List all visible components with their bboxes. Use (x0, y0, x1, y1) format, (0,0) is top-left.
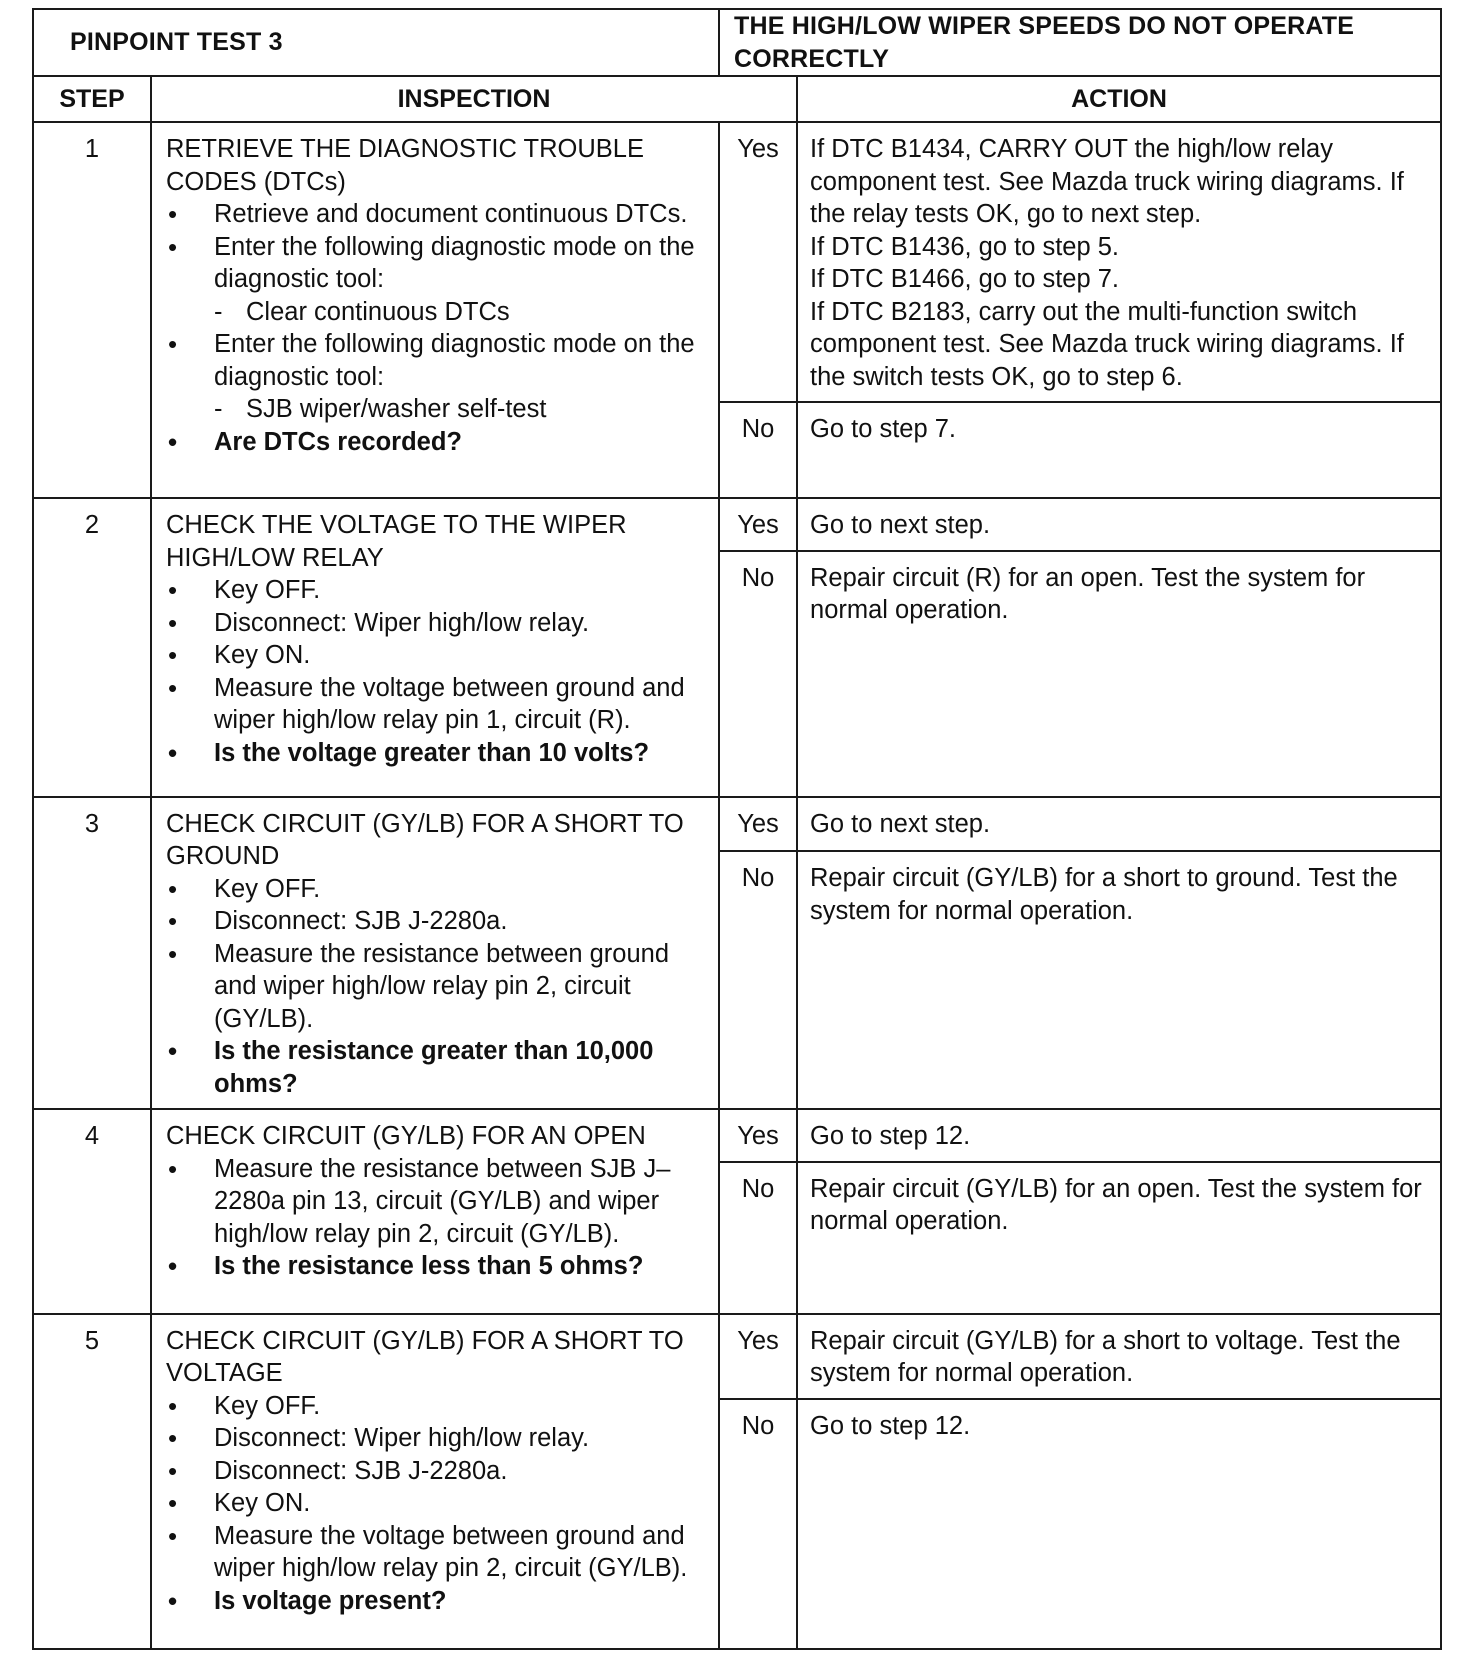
step-1-yes-row (33, 122, 1441, 402)
step-4-no-label: No (719, 1162, 797, 1314)
pinpoint-test-page (32, 8, 1440, 1650)
step-1-yes-label: Yes (719, 122, 797, 402)
step-5-inspection (151, 1314, 719, 1649)
step-5-heading: CHECK CIRCUIT (GY/LB) FOR A SHORT TO VOLTAGE (166, 1326, 684, 1387)
step-3-no-action: Repair circuit (GY/LB) for a short to ground. Test the system for normal operation. (797, 851, 1441, 1109)
step-1-bullet-2-text: Enter the following diagnostic mode on the diagnostic tool: (214, 232, 695, 293)
step-4-bullets (166, 1153, 708, 1283)
step-1-no-label: No (719, 402, 797, 498)
step-1-number: 1 (33, 122, 151, 498)
step-5-bullet-5: • Measure the voltage between ground and wiper high/low relay pin 2, circuit (GY/LB). (166, 1520, 708, 1585)
step-5-no-action: Go to step 12. (797, 1399, 1441, 1649)
step-4-yes-label: Yes (719, 1109, 797, 1162)
step-2-heading: CHECK THE VOLTAGE TO THE WIPER HIGH/LOW RELAY (166, 511, 627, 572)
step-1-no-action: Go to step 7. (797, 402, 1441, 498)
step-1-yes-action-line-2: If DTC B1436, go to step 5. (810, 232, 1120, 261)
step-3-heading: CHECK CIRCUIT (GY/LB) FOR A SHORT TO GROUND (166, 809, 684, 870)
step-5-bullet-3: • Disconnect: SJB J-2280a. (166, 1455, 708, 1488)
step-5-question: • Is voltage present? (166, 1585, 708, 1618)
step-1-yes-action-line-1: If DTC B1434, CARRY OUT the high/low relay component test. See Mazda truck wiring diagrams. If the relay tests OK, go to next step. (810, 135, 1404, 228)
step-4-bullet-1: • Measure the resistance between SJB J–2280a pin 13, circuit (GY/LB) and wiper high/low relay pin 2, circuit (GY/LB). (166, 1153, 708, 1251)
step-1-sub-1: - Clear continuous DTCs (214, 296, 708, 329)
step-3-yes-action: Go to next step. (797, 797, 1441, 852)
step-1-yes-action-line-3: If DTC B1466, go to step 7. (810, 265, 1120, 293)
step-2-yes-action: Go to next step. (797, 498, 1441, 551)
step-1-yes-action (797, 122, 1441, 402)
pinpoint-test-table (32, 8, 1442, 1650)
step-4-inspection (151, 1109, 719, 1314)
step-4-number: 4 (33, 1109, 151, 1314)
step-column-header: STEP (33, 76, 151, 122)
step-2-bullet-4: • Measure the voltage between ground and wiper high/low relay pin 1, circuit (R). (166, 672, 708, 737)
step-5-no-label: No (719, 1399, 797, 1649)
step-5-bullets (166, 1390, 708, 1618)
title-row (33, 9, 1441, 76)
step-5-bullet-4: • Key ON. (166, 1487, 708, 1520)
step-1-question: • Are DTCs recorded? (166, 426, 708, 459)
step-3-bullet-1: • Key OFF. (166, 873, 708, 906)
step-5-bullet-1: • Key OFF. (166, 1390, 708, 1423)
step-1-heading: RETRIEVE THE DIAGNOSTIC TROUBLE CODES (DTCs) (166, 135, 644, 196)
step-1-bullet-3-text: Enter the following diagnostic mode on the diagnostic tool: (214, 330, 695, 391)
step-5-number: 5 (33, 1314, 151, 1649)
test-label: PINPOINT TEST 3 (33, 9, 719, 76)
step-2-number: 2 (33, 498, 151, 797)
step-4-yes-row (33, 1109, 1441, 1162)
step-1-bullet-2 (166, 231, 708, 329)
step-1-sub-2: - SJB wiper/washer self-test (214, 393, 708, 426)
step-4-no-action: Repair circuit (GY/LB) for an open. Test the system for normal operation. (797, 1162, 1441, 1314)
step-3-question: • Is the resistance greater than 10,000 ohms? (166, 1035, 708, 1100)
step-2-yes-row (33, 498, 1441, 551)
step-4-question: • Is the resistance less than 5 ohms? (166, 1250, 708, 1283)
step-2-bullets (166, 574, 708, 769)
test-description: THE HIGH/LOW WIPER SPEEDS DO NOT OPERATE CORRECTLY (719, 9, 1441, 76)
step-3-bullets (166, 873, 708, 1101)
step-2-inspection (151, 498, 719, 797)
step-2-no-label: No (719, 551, 797, 797)
step-2-question: • Is the voltage greater than 10 volts? (166, 737, 708, 770)
step-4-yes-action: Go to step 12. (797, 1109, 1441, 1162)
header-row (33, 76, 1441, 122)
step-1-bullets (166, 198, 708, 458)
step-3-inspection (151, 797, 719, 1110)
inspection-column-header: INSPECTION (151, 76, 797, 122)
step-3-yes-label: Yes (719, 797, 797, 852)
step-2-bullet-3: • Key ON. (166, 639, 708, 672)
step-3-bullet-3: • Measure the resistance between ground and wiper high/low relay pin 2, circuit (GY/LB). (166, 938, 708, 1036)
step-1-bullet-3 (166, 328, 708, 426)
step-2-bullet-2: • Disconnect: Wiper high/low relay. (166, 607, 708, 640)
step-3-number: 3 (33, 797, 151, 1110)
step-1-inspection (151, 122, 719, 498)
step-5-bullet-2: • Disconnect: Wiper high/low relay. (166, 1422, 708, 1455)
step-3-no-label: No (719, 851, 797, 1109)
step-3-bullet-2: • Disconnect: SJB J-2280a. (166, 905, 708, 938)
action-column-header: ACTION (797, 76, 1441, 122)
step-5-yes-action: Repair circuit (GY/LB) for a short to voltage. Test the system for normal operation. (797, 1314, 1441, 1399)
step-1-yes-action-line-4: If DTC B2183, carry out the multi-function switch component test. See Mazda truck wiring diagrams. If the switch tests OK, go to step 6. (810, 297, 1404, 391)
step-3-yes-row (33, 797, 1441, 852)
step-2-bullet-1: • Key OFF. (166, 574, 708, 607)
step-2-yes-label: Yes (719, 498, 797, 551)
step-4-heading: CHECK CIRCUIT (GY/LB) FOR AN OPEN (166, 1122, 646, 1150)
step-5-yes-label: Yes (719, 1314, 797, 1399)
step-1-bullet-1: • Retrieve and document continuous DTCs. (166, 198, 708, 231)
step-2-no-action: Repair circuit (R) for an open. Test the system for normal operation. (797, 551, 1441, 797)
step-5-yes-row (33, 1314, 1441, 1399)
